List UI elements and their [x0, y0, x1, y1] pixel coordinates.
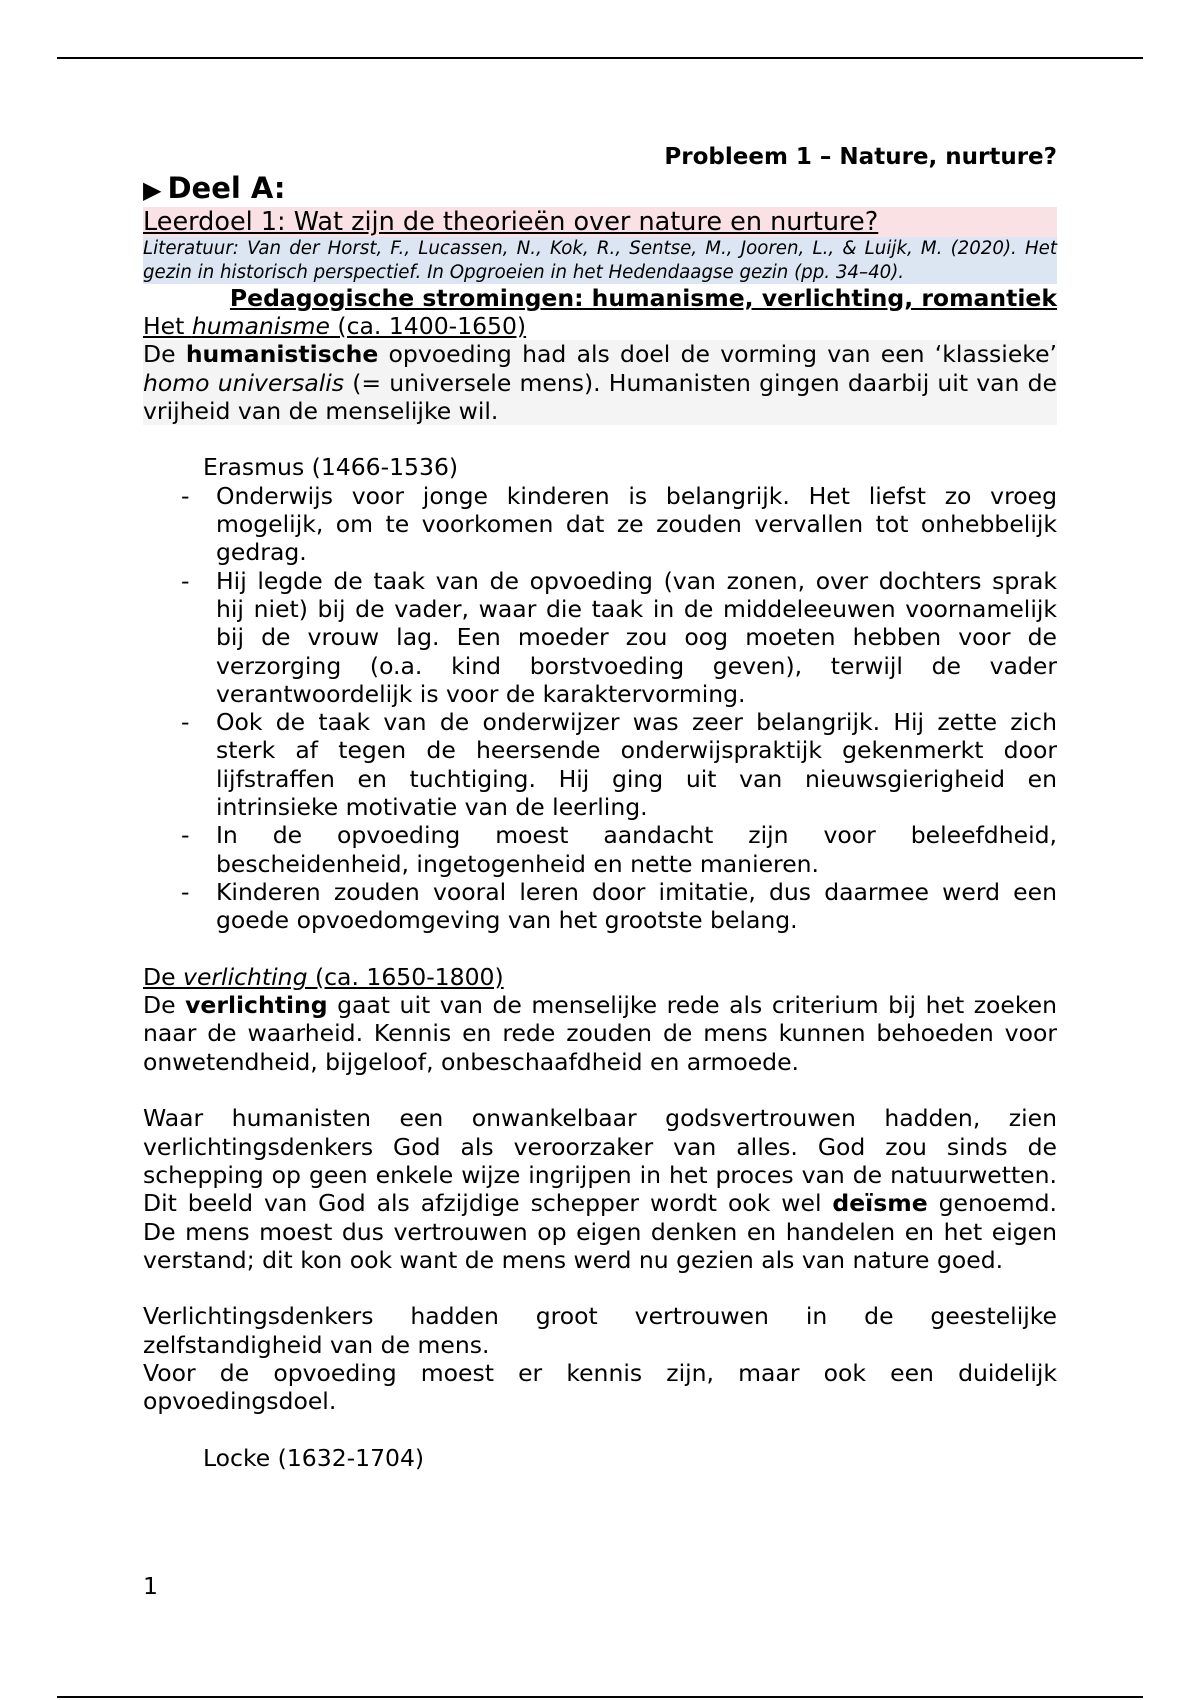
list-item: - Hij legde de taak van de opvoeding (van zonen, over dochters sprak hij niet) bij de vader, waar die taak in de middeleeuwen voornamelijk bij de vrouw lag. Een moeder zou oog moeten hebben voor de verzorging (o.a. kind borstvoeding geven), terwijl de vader verantwoordelijk is voor de karaktervorming. [143, 567, 1057, 708]
humanisme-heading: Het humanisme (ca. 1400-1650) [143, 312, 527, 340]
humanisme-paragraph: De humanistische opvoeding had als doel de vorming van een ‘klassieke’ homo universalis (= universele mens). Humanisten gingen daarbij uit van de vrijheid van de menselijke wil. [143, 340, 1058, 425]
verlichting-paragraph-3: Verlichtingsdenkers hadden groot vertrouwen in de geestelijke zelfstandigheid van de mens. [143, 1302, 1057, 1359]
erasmus-list [143, 482, 1057, 935]
list-item: - Onderwijs voor jonge kinderen is belangrijk. Het liefst zo vroeg mogelijk, om te voorkomen dat ze zouden vervallen tot onhebbelijk gedrag. [143, 482, 1057, 567]
list-item: - In de opvoeding moest aandacht zijn voor beleefdheid, bescheidenheid, ingetogenheid en nette manieren. [143, 821, 1057, 878]
literature-reference: Literatuur: Van der Horst, F., Lucassen, N., Kok, R., Sentse, M., Jooren, L., & Luijk, M. (2020). Het gezin in historisch perspectief. In Opgroeien in het Hedendaagse gezin (pp. 34–40). [143, 238, 1057, 283]
verlichting-heading: De verlichting (ca. 1650-1800) [143, 962, 504, 991]
person-locke: Locke (1632-1704) [203, 1443, 425, 1472]
verlichting-paragraph-4: Voor de opvoeding moest er kennis zijn, maar ook een duidelijk opvoedingsdoel. [143, 1358, 1057, 1416]
verlichting-paragraph-2: Waar humanisten een onwankelbaar godsvertrouwen hadden, zien verlichtingsdenkers God als veroorzaker van alles. God zou sinds de schepping op geen enkele wijze ingrijpen in het proces van de natuurwetten. Dit beeld van God als afzijdige schepper wordt ook wel deïsme genoemd. De mens moest dus vertrouwen op eigen denken en handelen en het eigen verstand; dit kon ook want de mens werd nu gezien als van nature goed. [143, 1104, 1057, 1274]
deel-label: Deel A: [167, 171, 286, 205]
section-heading: Pedagogische stromingen: humanisme, verlichting, romantiek [229, 284, 1057, 312]
deel-heading [143, 172, 1057, 206]
learning-goal [143, 207, 1057, 237]
list-item: - Ook de taak van de onderwijzer was zeer belangrijk. Hij zette zich sterk af tegen de heersende onderwijspraktijk gekenmerkt door lijfstraffen en tuchtiging. Hij ging uit van nieuwsgierigheid en intrinsieke motivatie van de leerling. [143, 708, 1057, 821]
document-title: Probleem 1 – Nature, nurture? [664, 144, 1057, 170]
page-content [143, 142, 1057, 1472]
learning-goal-text: Leerdoel 1: Wat zijn de theorieën over nature en nurture? [143, 207, 879, 237]
verlichting-paragraph-1: De verlichting gaat uit van de menselijke rede als criterium bij het zoeken naar de waarheid. Kennis en rede zouden de mens kunnen behoeden voor onwetendheid, bijgeloof, onbeschaafdheid en armoede. [143, 991, 1058, 1076]
page-number: 1 [143, 1572, 158, 1600]
person-erasmus: Erasmus (1466-1536) [203, 453, 459, 482]
header-rule [57, 57, 1143, 59]
triangle-icon: ▶ [143, 176, 162, 204]
footer-rule [57, 1696, 1143, 1698]
list-item: - Kinderen zouden vooral leren door imitatie, dus daarmee werd een goede opvoedomgeving van het grootste belang. [143, 878, 1057, 935]
